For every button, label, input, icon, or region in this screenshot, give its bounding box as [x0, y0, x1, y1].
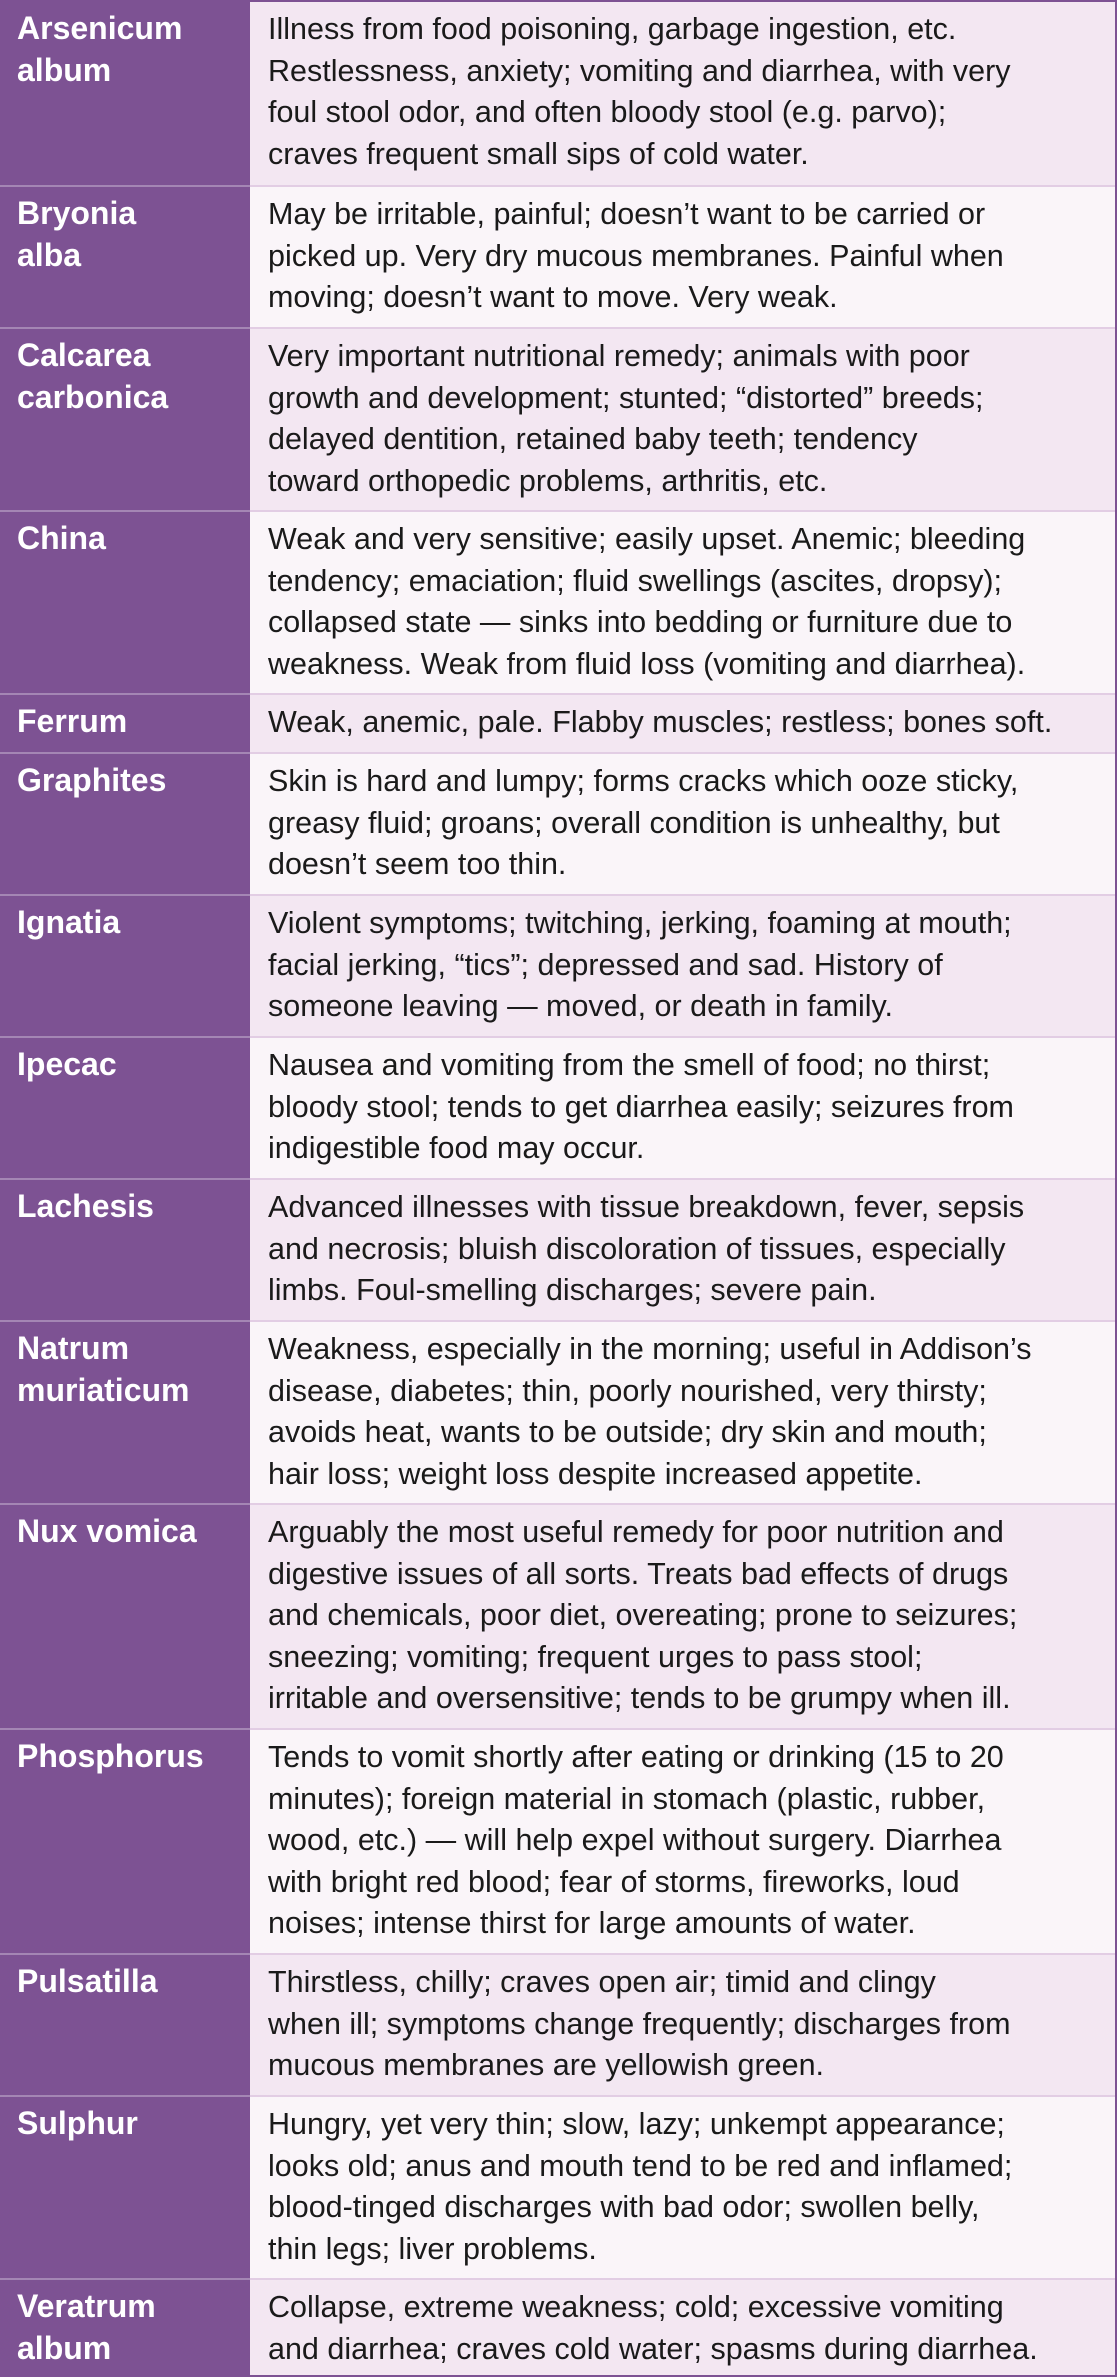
remedy-name-cell	[0, 2278, 250, 2375]
remedy-name: album	[17, 2329, 112, 2366]
remedy-name: Natrum	[17, 1330, 130, 1366]
remedy-description-line: Weak and very sensitive; easily upset. Anemic; bleeding	[268, 522, 1026, 556]
remedy-name: Phosphorus	[17, 1738, 204, 1774]
remedy-row	[0, 2095, 1115, 2278]
remedy-description-line: Arguably the most useful remedy for poor nutrition and	[268, 1515, 1004, 1549]
remedy-name: China	[17, 520, 106, 556]
remedy-description-line: and necrosis; bluish discoloration of tissues, especially	[268, 1231, 1006, 1266]
remedy-row	[0, 1320, 1115, 1503]
remedy-description-cell	[250, 1728, 1115, 1953]
remedy-description-line: greasy fluid; groans; overall condition is unhealthy, but	[268, 805, 1000, 840]
remedy-description-cell	[250, 510, 1115, 693]
remedy-row	[0, 1178, 1115, 1320]
remedy-row	[0, 510, 1115, 693]
remedy-row	[0, 1953, 1115, 2095]
remedy-description-line: irritable and oversensitive; tends to be grumpy when ill.	[268, 1681, 1011, 1715]
remedy-description-line: wood, etc.) — will help expel without surgery. Diarrhea	[268, 1823, 1002, 1857]
remedy-name: Calcarea	[17, 337, 151, 373]
remedy-description-line: with bright red blood; fear of storms, fireworks, loud	[268, 1864, 960, 1899]
remedy-name-cell	[0, 1320, 250, 1503]
remedy-description-line: facial jerking, “tics”; depressed and sad. History of	[268, 947, 943, 982]
remedy-name-cell	[0, 752, 250, 894]
remedy-description-line: blood-tinged discharges with bad odor; swollen belly,	[268, 2190, 980, 2224]
remedy-description-line: bloody stool; tends to get diarrhea easily; seizures from	[268, 1089, 1014, 1124]
remedy-name-cell	[0, 185, 250, 327]
remedy-description-cell	[250, 2278, 1115, 2375]
remedy-description-cell	[250, 1036, 1115, 1178]
remedy-description-line: moving; doesn’t want to move. Very weak.	[268, 280, 838, 314]
remedy-description-line: collapsed state — sinks into bedding or furniture due to	[268, 605, 1013, 639]
remedy-description-line: Hungry, yet very thin; slow, lazy; unkempt appearance;	[268, 2107, 1005, 2141]
remedy-name: carbonica	[17, 378, 169, 415]
remedy-description-line: growth and development; stunted; “distorted” breeds;	[268, 380, 984, 415]
remedy-name: Veratrum	[17, 2288, 156, 2324]
remedy-description-line: Weakness, especially in the morning; useful in Addison’s	[268, 1332, 1032, 1366]
remedy-name: Graphites	[17, 762, 167, 798]
remedy-description-cell	[250, 185, 1115, 327]
remedy-description-line: picked up. Very dry mucous membranes. Painful when	[268, 238, 1004, 273]
remedy-description-line: someone leaving — moved, or death in family.	[268, 989, 893, 1023]
remedy-name: alba	[17, 236, 82, 273]
remedy-description-line: sneezing; vomiting; frequent urges to pass stool;	[268, 1639, 923, 1674]
remedy-row	[0, 2278, 1115, 2375]
remedy-description-line: hair loss; weight loss despite increased appetite.	[268, 1456, 923, 1491]
remedy-name-cell	[0, 1953, 250, 2095]
remedy-name: Ferrum	[17, 703, 128, 739]
remedy-name: album	[17, 51, 112, 88]
remedy-description-line: Violent symptoms; twitching, jerking, foaming at mouth;	[268, 906, 1012, 940]
remedy-row	[0, 693, 1115, 752]
remedy-description-line: indigestible food may occur.	[268, 1131, 645, 1165]
remedy-description-cell	[250, 1503, 1115, 1728]
remedy-name-cell	[0, 1503, 250, 1728]
remedy-description-line: avoids heat, wants to be outside; dry skin and mouth;	[268, 1415, 987, 1449]
remedy-description-cell	[250, 693, 1115, 752]
remedy-name: Bryonia	[17, 195, 137, 231]
remedy-name: Ignatia	[17, 904, 121, 940]
remedy-description-line: looks old; anus and mouth tend to be red and inflamed;	[268, 2148, 1013, 2183]
remedy-row	[0, 327, 1115, 510]
remedy-description-line: disease, diabetes; thin, poorly nourished, very thirsty;	[268, 1373, 987, 1408]
remedy-description-line: Restlessness, anxiety; vomiting and diarrhea, with very	[268, 53, 1011, 88]
remedy-description-line: limbs. Foul-smelling discharges; severe pain.	[268, 1273, 877, 1307]
remedy-description-line: Illness from food poisoning, garbage ingestion, etc.	[268, 12, 957, 46]
remedy-name-cell	[0, 2, 250, 185]
remedy-description-line: foul stool odor, and often bloody stool (e.g. parvo);	[268, 95, 947, 129]
remedy-description-line: minutes); foreign material in stomach (plastic, rubber,	[268, 1781, 986, 1816]
remedy-description-cell	[250, 1178, 1115, 1320]
remedy-description-cell	[250, 752, 1115, 894]
remedy-description-cell	[250, 327, 1115, 510]
remedy-name-cell	[0, 2095, 250, 2278]
remedy-name: Arsenicum	[17, 10, 183, 46]
remedy-row	[0, 1036, 1115, 1178]
remedy-name: Pulsatilla	[17, 1963, 158, 1999]
remedy-description-line: craves frequent small sips of cold water.	[268, 136, 809, 171]
remedy-name: Sulphur	[17, 2105, 138, 2141]
remedy-description-line: Weak, anemic, pale. Flabby muscles; restless; bones soft.	[268, 705, 1053, 739]
remedy-description-line: doesn’t seem too thin.	[268, 847, 567, 881]
remedy-name-cell	[0, 894, 250, 1036]
remedy-description-line: Very important nutritional remedy; animals with poor	[268, 339, 970, 373]
remedy-name: muriaticum	[17, 1371, 190, 1408]
remedy-description-line: Collapse, extreme weakness; cold; excessive vomiting	[268, 2290, 1004, 2324]
remedy-row	[0, 894, 1115, 1036]
remedy-name: Nux vomica	[17, 1513, 197, 1549]
remedy-name: Lachesis	[17, 1188, 154, 1224]
remedy-name: Ipecac	[17, 1046, 117, 1082]
remedy-name-cell	[0, 1178, 250, 1320]
remedy-description-line: Tends to vomit shortly after eating or drinking (15 to 20	[268, 1740, 1004, 1774]
remedy-name-cell	[0, 1728, 250, 1953]
remedy-name-cell	[0, 693, 250, 752]
remedy-row	[0, 752, 1115, 894]
remedy-description-line: mucous membranes are yellowish green.	[268, 2048, 825, 2082]
remedy-description-line: thin legs; liver problems.	[268, 2231, 597, 2266]
remedy-description-line: Skin is hard and lumpy; forms cracks which ooze sticky,	[268, 764, 1019, 798]
remedy-description-line: when ill; symptoms change frequently; discharges from	[268, 2006, 1011, 2041]
remedy-row	[0, 1728, 1115, 1953]
remedy-description-cell	[250, 894, 1115, 1036]
remedy-description-line: Nausea and vomiting from the smell of food; no thirst;	[268, 1048, 991, 1082]
remedy-name-cell	[0, 327, 250, 510]
remedy-description-cell	[250, 2, 1115, 185]
remedy-row	[0, 2, 1115, 185]
remedy-description-line: May be irritable, painful; doesn’t want to be carried or	[268, 197, 986, 231]
remedy-description-line: noises; intense thirst for large amounts of water.	[268, 1906, 916, 1940]
remedy-description-line: delayed dentition, retained baby teeth; tendency	[268, 422, 918, 456]
remedy-description-line: weakness. Weak from fluid loss (vomiting and diarrhea).	[268, 646, 1026, 681]
remedy-description-cell	[250, 1953, 1115, 2095]
remedy-description-line: and chemicals, poor diet, overeating; prone to seizures;	[268, 1598, 1018, 1632]
remedy-description-line: digestive issues of all sorts. Treats bad effects of drugs	[268, 1556, 1009, 1591]
remedy-name-cell	[0, 510, 250, 693]
remedy-row	[0, 185, 1115, 327]
remedy-description-cell	[250, 2095, 1115, 2278]
remedy-row	[0, 1503, 1115, 1728]
remedy-description-line: Advanced illnesses with tissue breakdown, fever, sepsis	[268, 1190, 1025, 1224]
remedy-description-line: and diarrhea; craves cold water; spasms during diarrhea.	[268, 2331, 1038, 2366]
remedy-description-line: tendency; emaciation; fluid swellings (ascites, dropsy);	[268, 563, 1003, 598]
remedy-description-line: Thirstless, chilly; craves open air; timid and clingy	[268, 1965, 936, 1999]
remedy-description-cell	[250, 1320, 1115, 1503]
remedy-description-line: toward orthopedic problems, arthritis, etc.	[268, 463, 828, 498]
remedy-name-cell	[0, 1036, 250, 1178]
